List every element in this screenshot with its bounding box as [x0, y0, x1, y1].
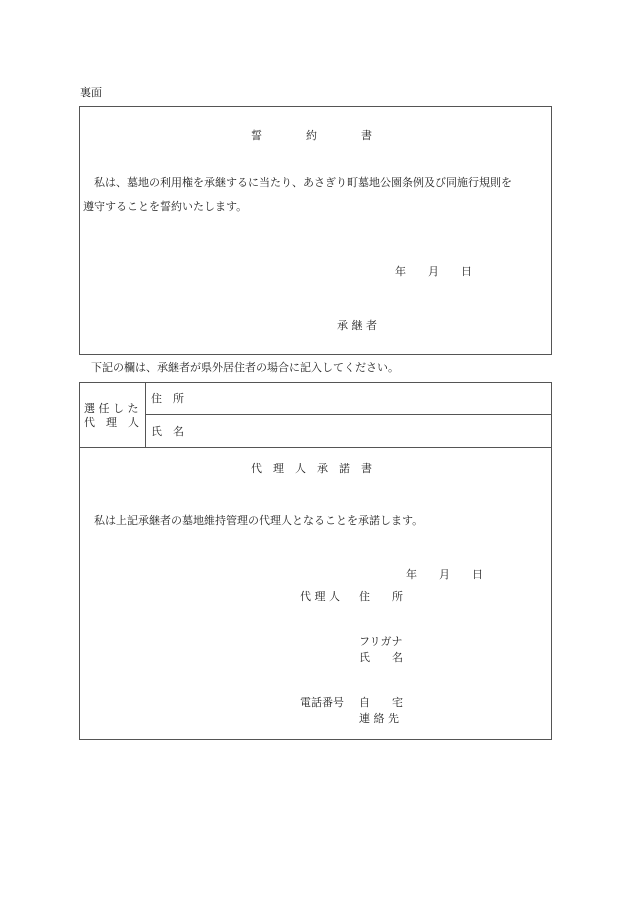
acceptance-phone-label: 電話番号: [300, 696, 344, 709]
pledge-body-line2: 遵守することを誓約いたします。: [83, 200, 248, 213]
pledge-signer-label: 承 継 者: [337, 319, 377, 332]
pledge-section: [79, 106, 552, 355]
agent-name-label: 氏 名: [151, 425, 184, 438]
agent-row-label-line1: 選 任 し た: [84, 402, 139, 415]
acceptance-contact-label: 連 絡 先: [359, 712, 399, 725]
acceptance-date-field: 年 月 日: [406, 568, 483, 581]
acceptance-agent-label: 代 理 人: [300, 590, 340, 603]
acceptance-home-label: 自 宅: [359, 696, 403, 709]
agent-address-field[interactable]: [190, 386, 548, 410]
agent-address-label: 住 所: [151, 392, 184, 405]
agent-row-label-line2: 代 理 人: [84, 416, 139, 429]
agent-table-divider-bottom: [79, 447, 552, 448]
acceptance-furigana-label: フリガナ: [359, 635, 403, 648]
acceptance-address-label: 住 所: [359, 590, 403, 603]
agent-table-divider-middle: [145, 414, 551, 415]
pledge-body-line1: 私は、墓地の利用権を承継するに当たり、あさぎり町墓地公園条例及び同施行規則を: [83, 176, 512, 189]
acceptance-name-label: 氏 名: [359, 651, 403, 664]
pledge-date-field: 年 月 日: [395, 265, 472, 278]
acceptance-body: 私は上記承継者の墓地維持管理の代理人となることを承諾します。: [83, 514, 424, 527]
acceptance-title: 代 理 人 承 諾 書: [251, 462, 372, 475]
agent-name-field[interactable]: [190, 418, 548, 442]
page-side-label: 裏面: [80, 86, 102, 99]
agent-note: 下記の欄は、承継者が県外居住者の場合に記入してください。: [91, 361, 399, 374]
pledge-title: 誓 約 書: [251, 129, 372, 142]
